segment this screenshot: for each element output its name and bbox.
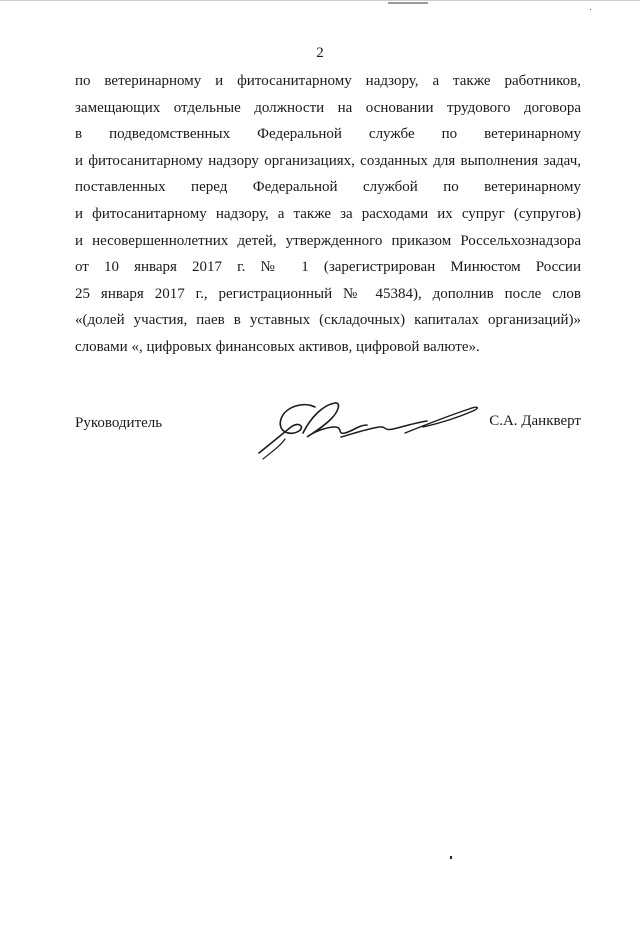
body-line: 25 января 2017 г., регистрационный № 45384), дополнив после слов [75,285,581,302]
body-line: в подведомственных Федеральной службе по ветеринарному [75,126,581,143]
body-line: словами «, цифровых финансовых активов, цифровой валюте». [75,338,480,355]
body-line: поставленных перед Федеральной службой по ветеринарному [75,179,581,196]
scan-speck [450,856,452,859]
body-line: и несовершеннолетних детей, утвержденного приказом Россельхознадзора [75,232,581,249]
scan-speck [590,9,591,10]
scan-edge-mark [388,2,428,4]
body-line: от 10 января 2017 г. № 1 (зарегистрирован Минюстом России [75,259,581,276]
body-line: и фитосанитарному надзору, а также за расходами их супруг (супругов) [75,205,581,222]
body-line: и фитосанитарному надзору организациях, созданных для выполнения задач, [75,152,581,169]
signer-name: С.А. Данкверт [489,413,581,429]
handwritten-signature [255,393,485,463]
body-line: по ветеринарному и фитосанитарному надзору, а также работников, [75,73,581,89]
body-paragraph [75,68,581,361]
body-line: «(долей участия, паев в уставных (складочных) капиталах организаций)» [75,312,581,329]
signer-title: Руководитель [75,415,163,431]
page-number: 2 [316,45,324,61]
body-line: замещающих отдельные должности на основании трудового договора [75,99,581,116]
